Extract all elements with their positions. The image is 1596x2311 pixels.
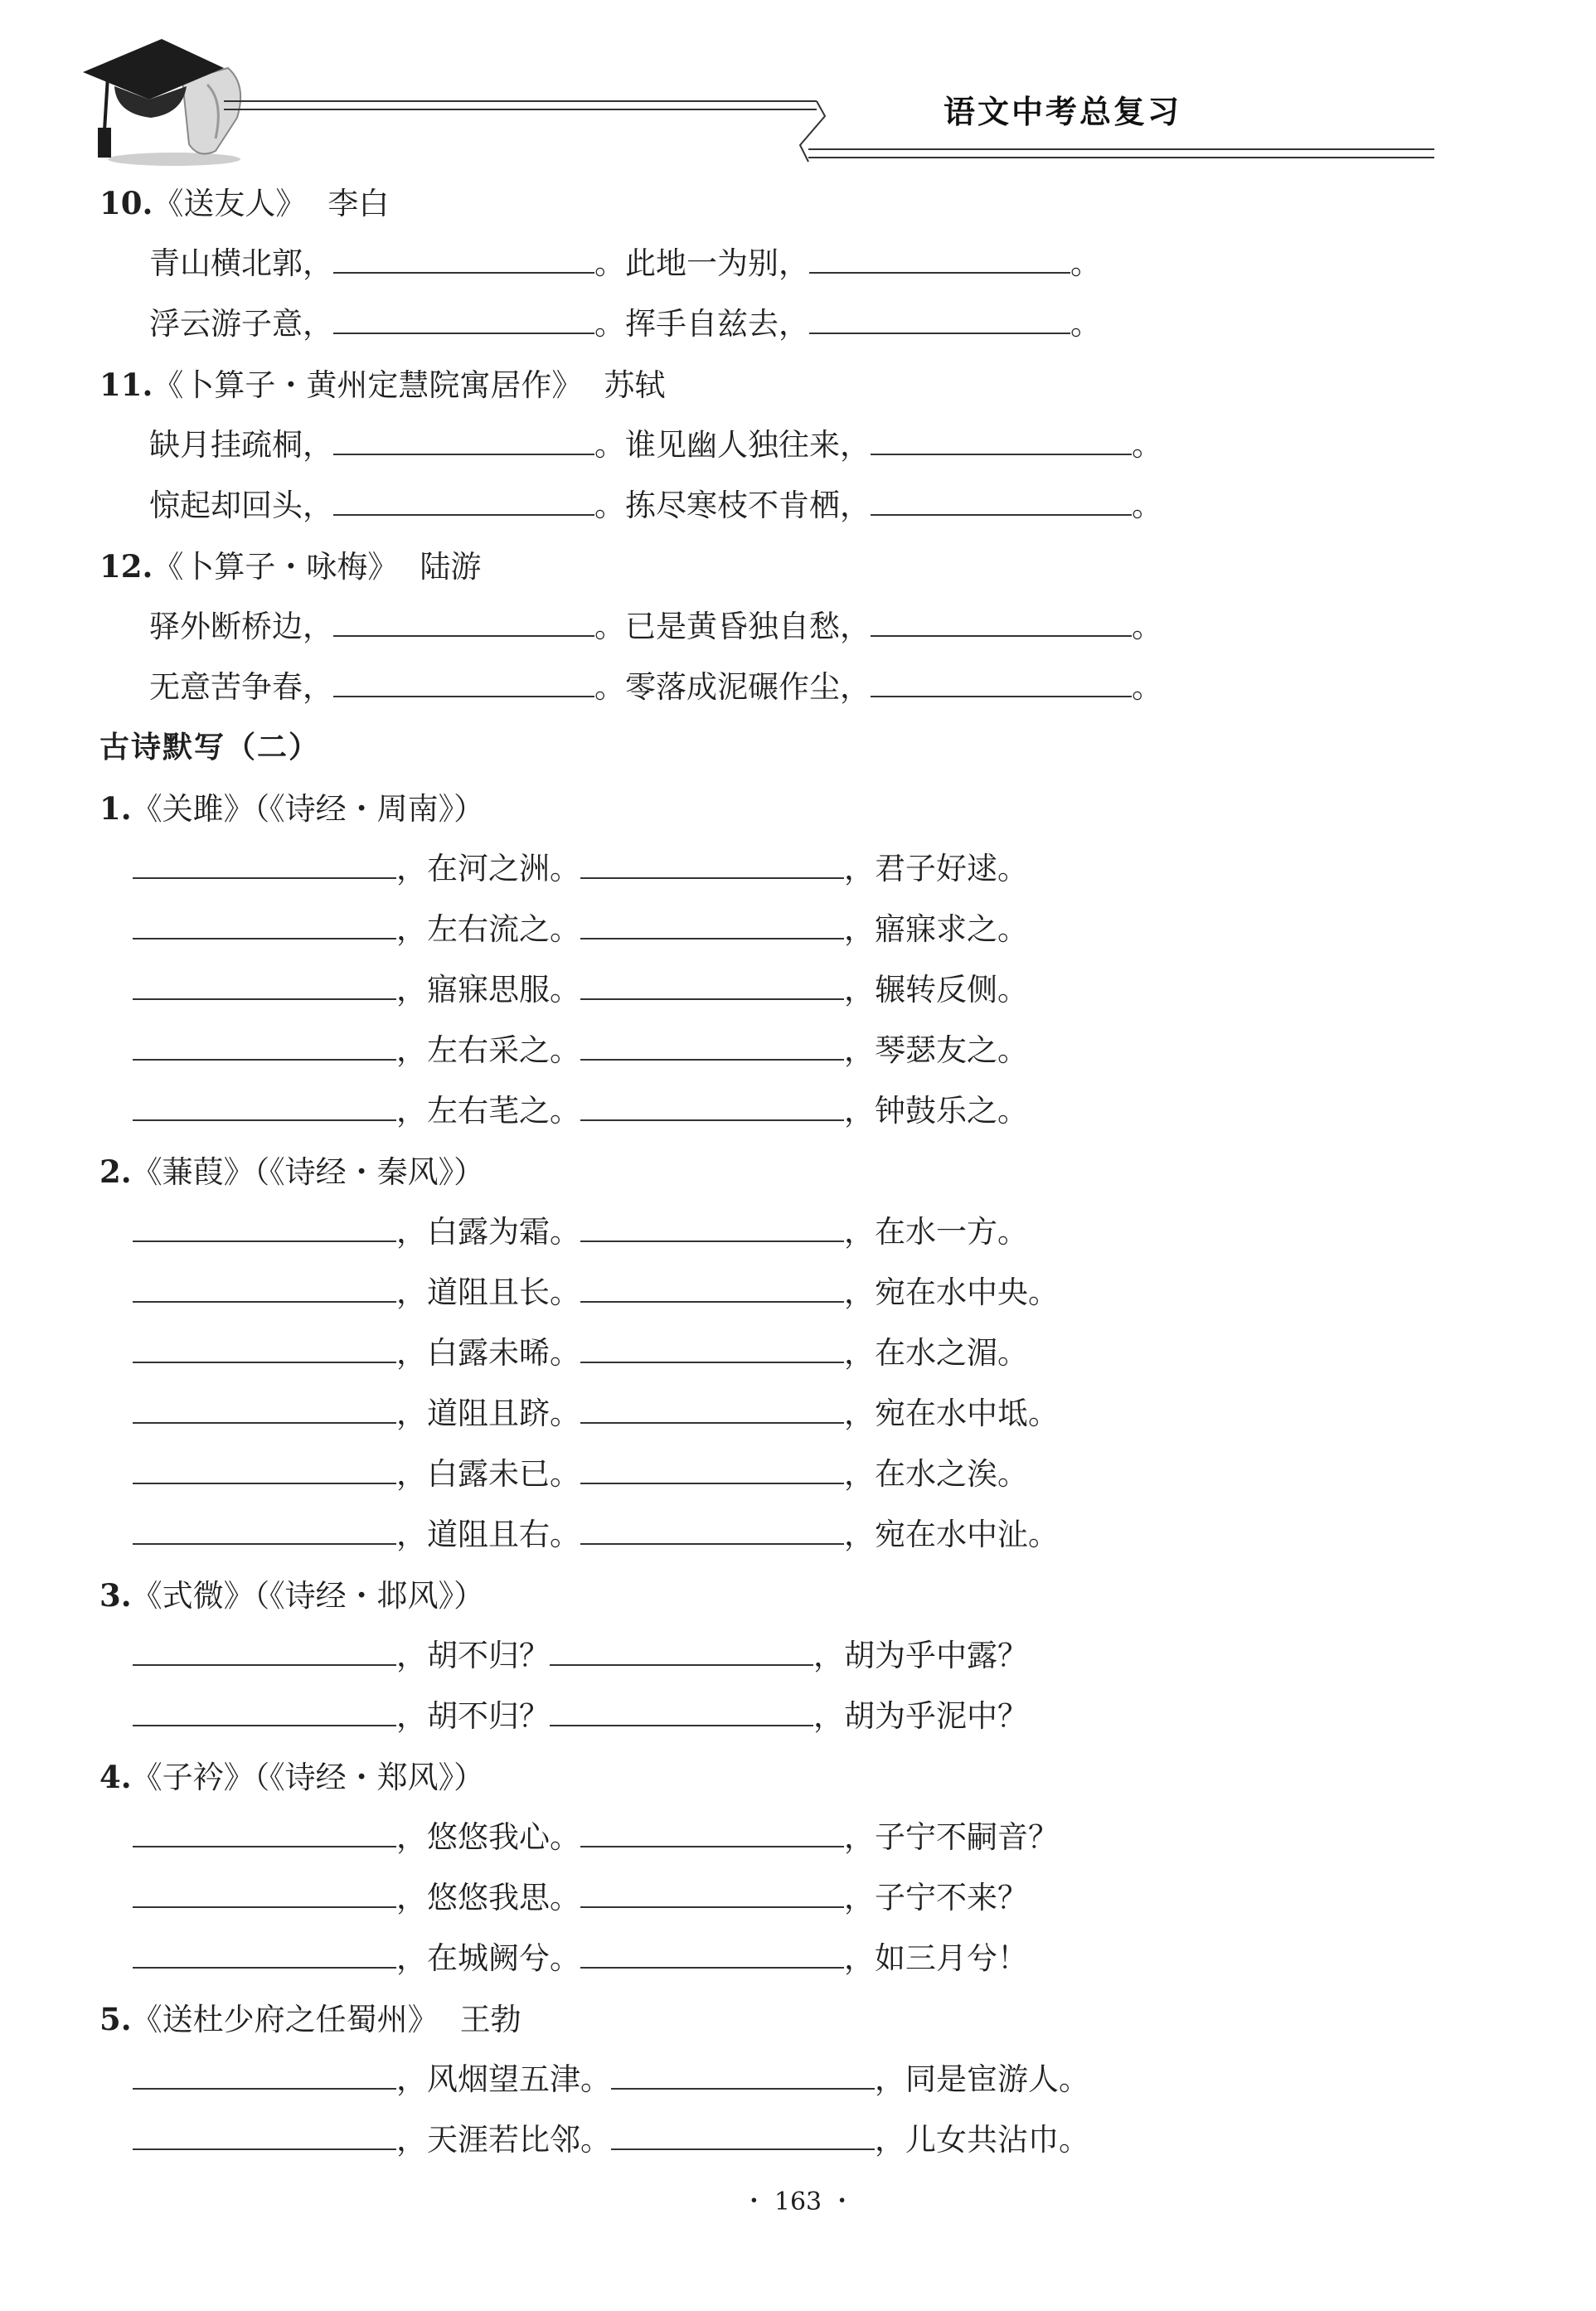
poem-line: ，风烟望五津。 ，同是宦游人。 xyxy=(133,2055,1089,2105)
poem-line: ，悠悠我心。 ，子宁不嗣音？ xyxy=(133,1813,1059,1862)
answer-blank[interactable] xyxy=(333,669,594,697)
poem-line: ，道阻且右。 ，宛在水中沚。 xyxy=(133,1510,1059,1560)
answer-blank[interactable] xyxy=(580,1517,844,1545)
section-heading: 古诗默写（二） xyxy=(99,731,321,765)
answer-blank[interactable] xyxy=(133,1638,396,1666)
poem-line: 无意苦争春， 。零落成泥碾作尘， 。 xyxy=(149,669,1162,705)
poem-title-jianjia: 2.《蒹葭》（《诗经・秦风》） xyxy=(99,1153,485,1190)
answer-blank[interactable] xyxy=(809,245,1070,274)
answer-blank[interactable] xyxy=(550,1638,813,1666)
answer-blank[interactable] xyxy=(333,609,594,637)
poem-line: 驿外断桥边， 。已是黄昏独自愁， 。 xyxy=(149,609,1162,644)
poem-title-shiwei: 3.《式微》（《诗经・邶风》） xyxy=(99,1577,485,1614)
answer-blank[interactable] xyxy=(580,1335,844,1363)
answer-blank[interactable] xyxy=(580,911,844,939)
answer-blank[interactable] xyxy=(133,1274,396,1303)
answer-blank[interactable] xyxy=(133,2061,396,2090)
poem-line: ，寤寐思服。 ，辗转反侧。 xyxy=(133,965,1028,1015)
answer-blank[interactable] xyxy=(333,306,594,334)
answer-blank[interactable] xyxy=(580,1093,844,1121)
answer-blank[interactable] xyxy=(809,306,1070,334)
answer-blank[interactable] xyxy=(133,1880,396,1908)
answer-blank[interactable] xyxy=(580,972,844,1000)
answer-blank[interactable] xyxy=(133,1396,396,1424)
answer-blank[interactable] xyxy=(580,1880,844,1908)
answer-blank[interactable] xyxy=(133,1698,396,1726)
answer-blank[interactable] xyxy=(871,669,1132,697)
poem-line: ，白露未已。 ，在水之涘。 xyxy=(133,1449,1028,1499)
poem-line: ，左右芼之。 ，钟鼓乐之。 xyxy=(133,1086,1028,1136)
poem-title-guanju: 1.《关雎》（《诗经・周南》） xyxy=(99,790,485,827)
answer-blank[interactable] xyxy=(133,1456,396,1484)
poem-line: ，胡不归？ ，胡为乎泥中？ xyxy=(133,1692,1028,1741)
poem-line: ，道阻且跻。 ，宛在水中坻。 xyxy=(133,1389,1059,1439)
answer-blank[interactable] xyxy=(871,427,1132,455)
answer-blank[interactable] xyxy=(133,1517,396,1545)
poem-title-11: 11.《卜算子・黄州定慧院寓居作》 苏轼 xyxy=(99,367,666,403)
answer-blank[interactable] xyxy=(133,1940,396,1969)
answer-blank[interactable] xyxy=(133,1032,396,1061)
graduation-cap-icon xyxy=(83,35,253,167)
page-number: ・ 163 ・ xyxy=(741,2187,855,2216)
answer-blank[interactable] xyxy=(133,2122,396,2150)
poem-line: ，左右流之。 ，寤寐求之。 xyxy=(133,905,1028,954)
poem-title-zijin: 4.《子衿》（《诗经・郑风》） xyxy=(99,1759,485,1795)
answer-blank[interactable] xyxy=(580,1819,844,1847)
answer-blank[interactable] xyxy=(871,609,1132,637)
poem-line: 惊起却回头， 。拣尽寒枝不肯栖， 。 xyxy=(149,488,1162,523)
answer-blank[interactable] xyxy=(611,2061,875,2090)
answer-blank[interactable] xyxy=(580,1214,844,1242)
poem-title-10: 10.《送友人》 李白 xyxy=(99,185,390,221)
answer-blank[interactable] xyxy=(580,1940,844,1969)
poem-line: 浮云游子意， 。挥手自兹去， 。 xyxy=(149,306,1101,342)
poem-title-songdu: 5.《送杜少府之任蜀州》 王勃 xyxy=(99,2001,521,2037)
answer-blank[interactable] xyxy=(133,1335,396,1363)
poem-line: 青山横北郭， 。此地一为别， 。 xyxy=(149,245,1101,281)
poem-line: ，胡不归？ ，胡为乎中露？ xyxy=(133,1631,1028,1681)
answer-blank[interactable] xyxy=(133,1214,396,1242)
poem-line: ，悠悠我思。 ，子宁不来？ xyxy=(133,1873,1028,1923)
answer-blank[interactable] xyxy=(333,245,594,274)
answer-blank[interactable] xyxy=(580,851,844,879)
answer-blank[interactable] xyxy=(580,1274,844,1303)
answer-blank[interactable] xyxy=(133,1093,396,1121)
poem-line: 缺月挂疏桐， 。谁见幽人独往来， 。 xyxy=(149,427,1162,463)
answer-blank[interactable] xyxy=(550,1698,813,1726)
answer-blank[interactable] xyxy=(133,1819,396,1847)
answer-blank[interactable] xyxy=(580,1032,844,1061)
poem-line: ，白露为霜。 ，在水一方。 xyxy=(133,1207,1028,1257)
answer-blank[interactable] xyxy=(133,972,396,1000)
answer-blank[interactable] xyxy=(133,911,396,939)
poem-line: ，道阻且长。 ，宛在水中央。 xyxy=(133,1268,1059,1318)
header-title: 语文中考总复习 xyxy=(944,93,1182,130)
poem-line: ，左右采之。 ，琴瑟友之。 xyxy=(133,1026,1028,1075)
answer-blank[interactable] xyxy=(580,1396,844,1424)
poem-line: ，白露未晞。 ，在水之湄。 xyxy=(133,1328,1028,1378)
answer-blank[interactable] xyxy=(580,1456,844,1484)
poem-line: ，天涯若比邻。 ，儿女共沾巾。 xyxy=(133,2115,1089,2165)
poem-title-12: 12.《卜算子・咏梅》 陆游 xyxy=(99,548,482,585)
answer-blank[interactable] xyxy=(333,488,594,516)
poem-line: ，在城阙兮。 ，如三月兮！ xyxy=(133,1934,1028,1983)
answer-blank[interactable] xyxy=(871,488,1132,516)
answer-blank[interactable] xyxy=(333,427,594,455)
answer-blank[interactable] xyxy=(611,2122,875,2150)
answer-blank[interactable] xyxy=(133,851,396,879)
poem-line: ，在河之洲。 ，君子好逑。 xyxy=(133,844,1028,894)
